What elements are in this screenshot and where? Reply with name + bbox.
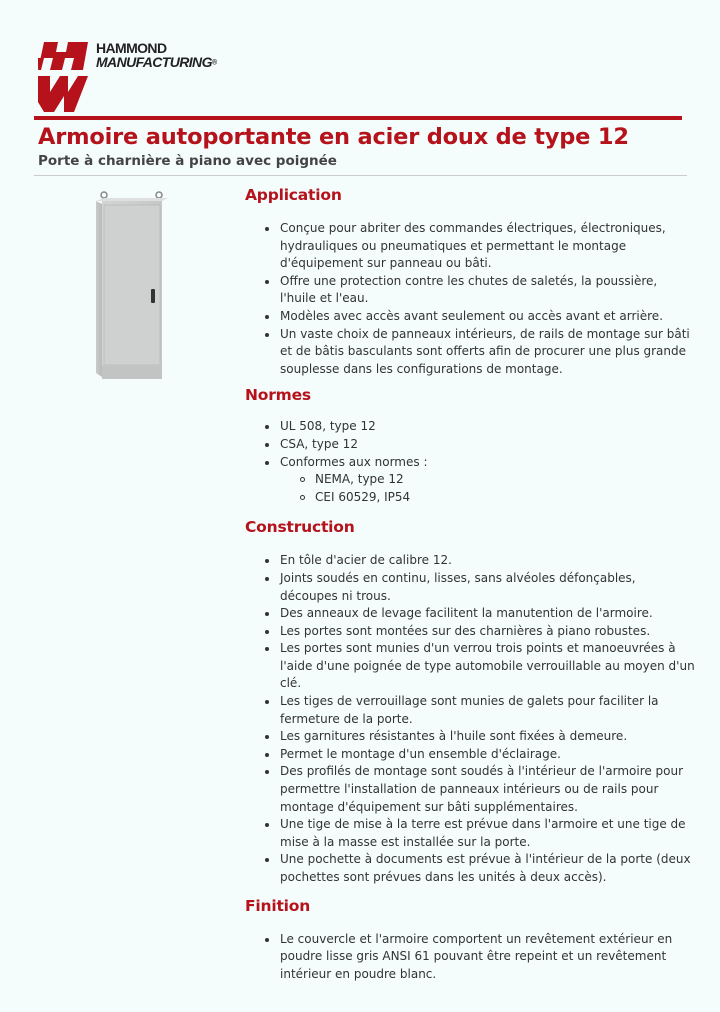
floor-standing-cabinet-image: [94, 189, 190, 381]
normes-list: [245, 418, 695, 506]
spec-content: [245, 184, 695, 983]
sub-list-item: NEMA, type 12: [245, 471, 695, 489]
section-heading-application: Application: [245, 186, 342, 204]
divider: [34, 175, 687, 176]
list-item: Modèles avec accès avant seulement ou accès avant et arrière.: [245, 308, 695, 326]
list-item: Conçue pour abriter des commandes électriques, électroniques, hydrauliques ou pneumatiques et permettant le montage d'équipement sur panneau ou bâti.: [245, 220, 695, 273]
list-item: UL 508, type 12: [245, 418, 695, 436]
list-item: Des anneaux de levage facilitent la manutention de l'armoire.: [245, 605, 695, 623]
section-heading-finition: Finition: [245, 896, 311, 915]
page-title: Armoire autoportante en acier doux de type 12: [38, 124, 629, 150]
list-item: CSA, type 12: [245, 436, 695, 454]
list-item: Les portes sont montées sur des charnières à piano robustes.: [245, 623, 695, 641]
list-item: Les portes sont munies d'un verrou trois points et manoeuvrées à l'aide d'une poignée de type automobile verrouillable au moyen d'un clé.: [245, 640, 695, 693]
brand-name: [96, 41, 216, 70]
list-item: Des profilés de montage sont soudés à l'intérieur de l'armoire pour permettre l'installation de panneaux intérieurs ou de rails pour montage d'équipement sur bâti supplémentaires.: [245, 763, 695, 816]
construction-list: [245, 552, 695, 886]
list-item: Joints soudés en continu, lisses, sans alvéoles défonçables, découpes ni trous.: [245, 570, 695, 605]
list-item: En tôle d'acier de calibre 12.: [245, 552, 695, 570]
list-item: Conformes aux normes :: [245, 454, 695, 472]
sub-list-item: CEI 60529, IP54: [245, 489, 695, 507]
list-item: Les tiges de verrouillage sont munies de galets pour faciliter la fermeture de la porte.: [245, 693, 695, 728]
brand-line-1: HAMMOND: [96, 40, 167, 56]
header-red-rule: [34, 116, 682, 120]
section-heading-normes: Normes: [245, 386, 311, 405]
section-heading-construction: Construction: [245, 518, 355, 537]
finition-list: [245, 931, 695, 984]
brand-line-2: MANUFACTURING®: [96, 54, 217, 70]
application-list: [245, 220, 695, 378]
list-item: Le couvercle et l'armoire comportent un revêtement extérieur en poudre lisse gris ANSI 61 pouvant être repeint et un revêtement intérieur en poudre blanc.: [245, 931, 695, 984]
list-item: Les garnitures résistantes à l'huile sont fixées à demeure.: [245, 728, 695, 746]
list-item: Permet le montage d'un ensemble d'éclairage.: [245, 746, 695, 764]
list-item: Une tige de mise à la terre est prévue dans l'armoire et une tige de mise à la masse est installée sur la porte.: [245, 816, 695, 851]
list-item: Une pochette à documents est prévue à l'intérieur de la porte (deux pochettes sont prévues dans les unités à deux accès).: [245, 851, 695, 886]
list-item: Un vaste choix de panneaux intérieurs, de rails de montage sur bâti et de bâtis basculants sont offerts afin de procurer une plus grande souplesse dans les configurations de montage.: [245, 326, 695, 379]
hammond-logo-icon: [38, 42, 88, 112]
page-subtitle: Porte à charnière à piano avec poignée: [38, 153, 337, 169]
registered-mark: ®: [211, 59, 217, 67]
list-item: Offre une protection contre les chutes de saletés, la poussière, l'huile et l'eau.: [245, 273, 695, 308]
